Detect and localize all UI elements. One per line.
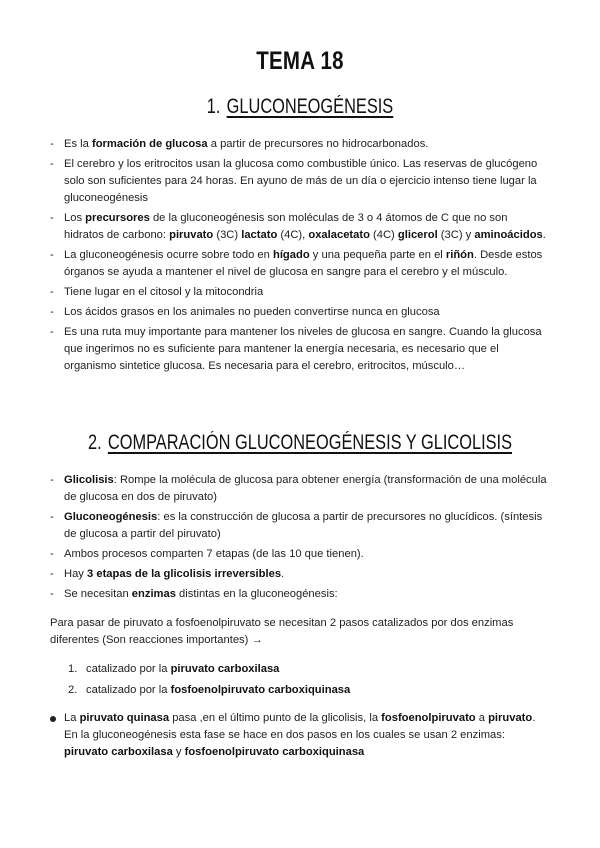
section-heading-1 bbox=[66, 95, 534, 119]
list-item: - Es la formación de glucosa a partir de precursores no hidrocarbonados. bbox=[50, 136, 550, 153]
list-item: - Tiene lugar en el citosol y la mitocondria bbox=[50, 284, 550, 301]
list-item: 2. catalizado por la fosfoenolpiruvato carboxiquinasa bbox=[68, 683, 351, 696]
section-title: GLUCONEOGÉNESIS bbox=[226, 95, 394, 118]
section-title: COMPARACIÓN GLUCONEOGÉNESIS Y GLICOLISIS bbox=[107, 431, 513, 454]
bullet-paragraph: La piruvato quinasa pasa ,en el último punto de la glicolisis, la fosfoenolpiruvato a piruvato. En la gluconeogénesis esta fase se hace en dos pasos en los cuales se usan 2 enzimas: piruvato carboxilasa y fosfoenolpiruvato carboxiquinasa bbox=[50, 710, 550, 762]
list-item: - Ambos procesos comparten 7 etapas (de las 10 que tienen). bbox=[50, 546, 550, 563]
list-item: - Es una ruta muy importante para mantener los niveles de glucosa en sangre. Cuando la glucosa que ingerimos no es suficiente para mantener la energía necesaria, es necesario que el organismo sintetice glucosa. Es necesaria para el cerebro, eritrocitos, músculo… bbox=[50, 324, 550, 376]
list-item: - Se necesitan enzimas distintas en la gluconeogénesis: bbox=[50, 586, 550, 603]
section-number: 2. bbox=[87, 431, 102, 454]
list-item: 1. catalizado por la piruvato carboxilasa bbox=[68, 663, 280, 675]
section-1-list bbox=[50, 136, 550, 378]
list-item: - Gluconeogénesis: es la construcción de glucosa a partir de precursores no glucídicos. (síntesis de glucosa a partir del piruvato) bbox=[50, 509, 550, 543]
list-item: - El cerebro y los eritrocitos usan la glucosa como combustible único. Las reservas de glucógeno solo son suficientes para 24 horas. En ayuno de más de un día o ejercicio intenso tiene lugar la gluconeogénesis bbox=[50, 156, 550, 208]
list-item: - Glicolisis: Rompe la molécula de glucosa para obtener energía (transformación de una molécula de glucosa en dos de piruvato) bbox=[50, 472, 550, 506]
section-heading-2 bbox=[66, 431, 534, 455]
numbered-list bbox=[68, 661, 548, 703]
list-item: - Los precursores de la gluconeogénesis son moléculas de 3 o 4 átomos de C que no son hidratos de carbono: piruvato (3C) lactato (4C), oxalacetato (4C) glicerol (3C) y aminoácidos. bbox=[50, 210, 550, 244]
paragraph: Para pasar de piruvato a fosfoenolpiruvato se necesitan 2 pasos catalizados por dos enzimas diferentes (Son reacciones importantes) → bbox=[50, 617, 514, 647]
list-item: - La gluconeogénesis ocurre sobre todo en hígado y una pequeña parte en el riñón. Desde estos órganos se ayuda a mantener el nivel de glucosa en sangre para el cerebro y el músculo. bbox=[50, 247, 550, 281]
page-title: TEMA 18 bbox=[256, 47, 344, 75]
section-2-list bbox=[50, 472, 550, 605]
list-item: - Los ácidos grasos en los animales no pueden convertirse nunca en glucosa bbox=[50, 304, 550, 321]
bullet-icon bbox=[50, 716, 56, 722]
section-number: 1. bbox=[206, 95, 221, 118]
list-item: - Hay 3 etapas de la glicolisis irreversibles. bbox=[50, 566, 550, 583]
